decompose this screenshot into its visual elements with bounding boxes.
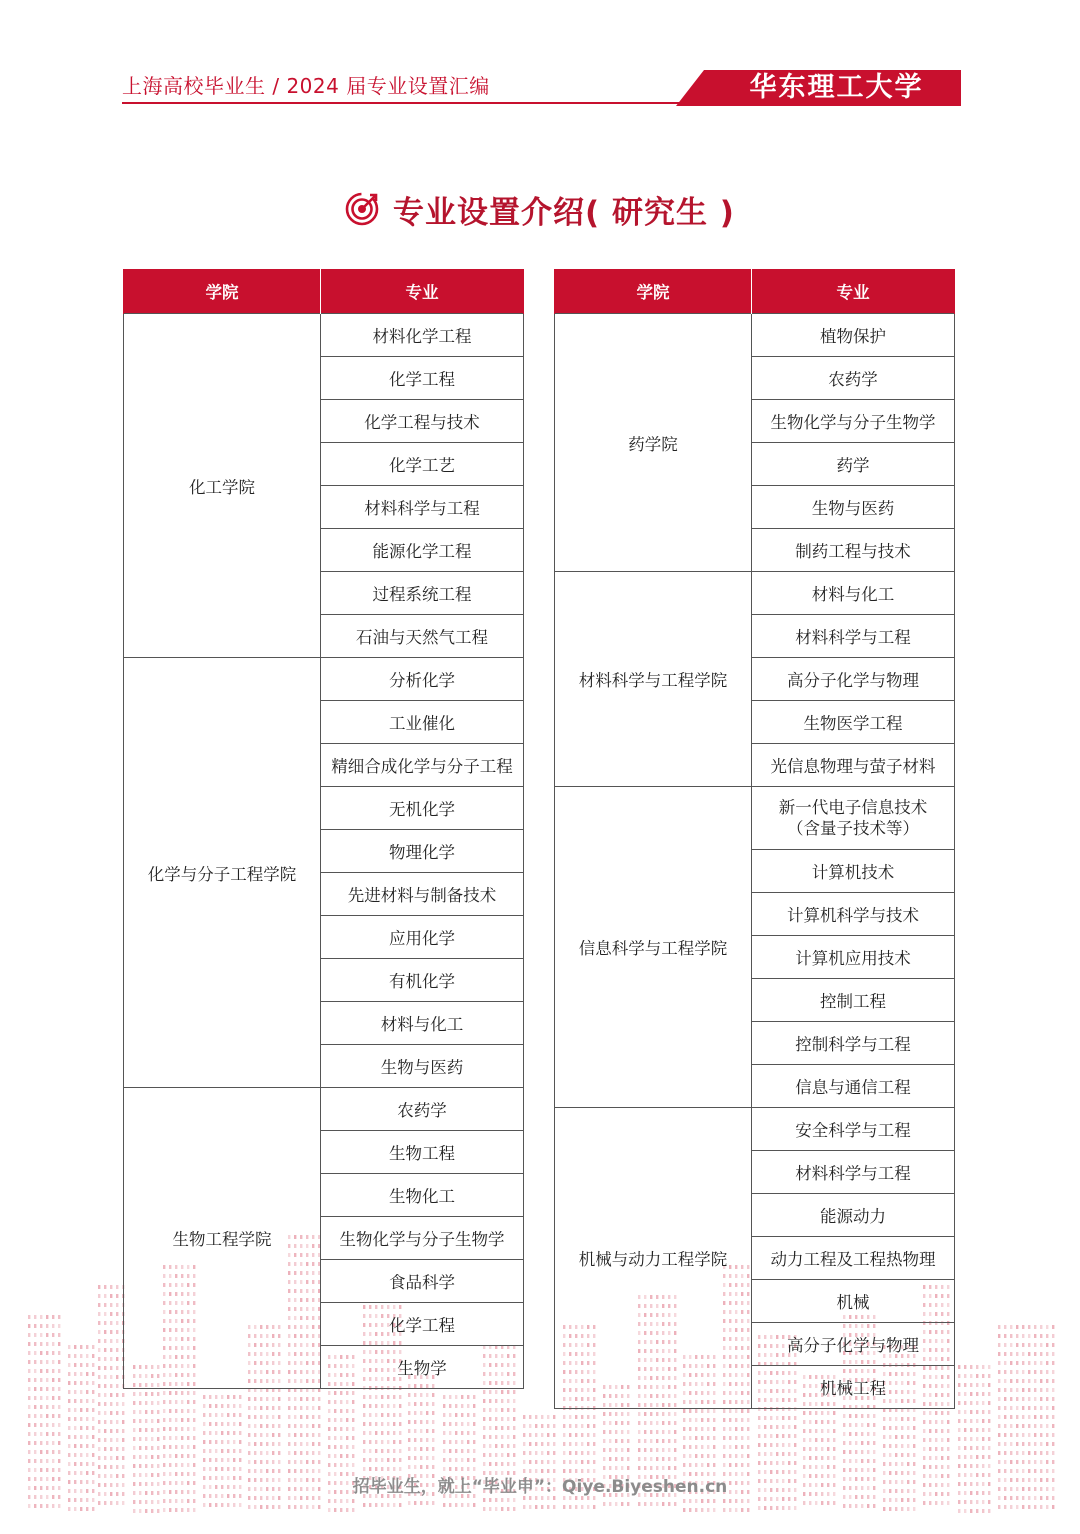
major-cell: 物理化学 bbox=[321, 830, 524, 873]
major-cell: 生物化学与分子生物学 bbox=[752, 400, 955, 443]
major-cell: 生物医学工程 bbox=[752, 701, 955, 744]
major-cell: 化学工艺 bbox=[321, 443, 524, 486]
major-cell: 光信息物理与萤子材料 bbox=[752, 744, 955, 787]
major-cell: 生物学 bbox=[321, 1346, 524, 1389]
page-title: 专业设置介绍( 研究生 ) bbox=[393, 194, 735, 231]
major-cell: 先进材料与制备技术 bbox=[321, 873, 524, 916]
major-cell: 机械 bbox=[752, 1280, 955, 1323]
major-cell: 制药工程与技术 bbox=[752, 529, 955, 572]
major-cell: 计算机应用技术 bbox=[752, 936, 955, 979]
header-publication-title: 上海高校毕业生 / 2024 届专业设置汇编 bbox=[122, 74, 490, 98]
section-title bbox=[0, 186, 1080, 232]
table-row bbox=[124, 314, 524, 357]
major-cell: 高分子化学与物理 bbox=[752, 1323, 955, 1366]
college-cell: 材料科学与工程学院 bbox=[555, 572, 752, 787]
major-cell: 材料与化工 bbox=[321, 1002, 524, 1045]
table-row bbox=[124, 658, 524, 701]
table-row bbox=[555, 1108, 955, 1151]
major-cell: 控制工程 bbox=[752, 979, 955, 1022]
major-cell: 精细合成化学与分子工程 bbox=[321, 744, 524, 787]
target-icon bbox=[345, 192, 379, 226]
major-cell: 无机化学 bbox=[321, 787, 524, 830]
major-cell: 化学工程 bbox=[321, 1303, 524, 1346]
column-header-major: 专业 bbox=[752, 269, 955, 314]
major-cell: 材料科学与工程 bbox=[321, 486, 524, 529]
major-cell: 药学 bbox=[752, 443, 955, 486]
major-cell: 过程系统工程 bbox=[321, 572, 524, 615]
major-cell: 化学工程与技术 bbox=[321, 400, 524, 443]
right-majors-table bbox=[554, 269, 955, 1409]
major-cell: 石油与天然气工程 bbox=[321, 615, 524, 658]
major-cell: 能源化学工程 bbox=[321, 529, 524, 572]
major-cell: 植物保护 bbox=[752, 314, 955, 357]
major-cell: 应用化学 bbox=[321, 916, 524, 959]
major-cell: 生物化学与分子生物学 bbox=[321, 1217, 524, 1260]
major-cell: 生物与医药 bbox=[321, 1045, 524, 1088]
major-cell: 动力工程及工程热物理 bbox=[752, 1237, 955, 1280]
major-cell: 分析化学 bbox=[321, 658, 524, 701]
major-cell: 控制科学与工程 bbox=[752, 1022, 955, 1065]
major-cell: 有机化学 bbox=[321, 959, 524, 1002]
college-cell: 化工学院 bbox=[124, 314, 321, 658]
major-cell: 工业催化 bbox=[321, 701, 524, 744]
table-header-row bbox=[555, 269, 955, 314]
table-row bbox=[555, 314, 955, 357]
major-cell: 能源动力 bbox=[752, 1194, 955, 1237]
table-row bbox=[555, 787, 955, 850]
table-header-row bbox=[124, 269, 524, 314]
college-cell: 信息科学与工程学院 bbox=[555, 787, 752, 1108]
major-cell: 安全科学与工程 bbox=[752, 1108, 955, 1151]
major-cell: 材料与化工 bbox=[752, 572, 955, 615]
major-cell: 材料科学与工程 bbox=[752, 615, 955, 658]
table-row bbox=[124, 1088, 524, 1131]
major-cell: 高分子化学与物理 bbox=[752, 658, 955, 701]
major-cell: 生物化工 bbox=[321, 1174, 524, 1217]
major-cell: 生物与医药 bbox=[752, 486, 955, 529]
footer-recruitment-link: 招毕业生，就上“毕业申”：Qiye.Biyeshen.cn bbox=[352, 1477, 728, 1497]
major-cell: 生物工程 bbox=[321, 1131, 524, 1174]
university-name: 华东理工大学 bbox=[749, 72, 924, 103]
major-cell: 计算机科学与技术 bbox=[752, 893, 955, 936]
college-cell: 药学院 bbox=[555, 314, 752, 572]
major-cell: 新一代电子信息技术 （含量子技术等） bbox=[752, 787, 955, 850]
column-header-college: 学院 bbox=[555, 269, 752, 314]
table-row bbox=[555, 572, 955, 615]
college-cell: 机械与动力工程学院 bbox=[555, 1108, 752, 1409]
major-cell: 材料科学与工程 bbox=[752, 1151, 955, 1194]
major-cell: 食品科学 bbox=[321, 1260, 524, 1303]
major-cell: 农药学 bbox=[321, 1088, 524, 1131]
major-cell: 计算机技术 bbox=[752, 850, 955, 893]
major-cell: 机械工程 bbox=[752, 1366, 955, 1409]
column-header-major: 专业 bbox=[321, 269, 524, 314]
major-cell: 化学工程 bbox=[321, 357, 524, 400]
column-header-college: 学院 bbox=[124, 269, 321, 314]
major-cell: 农药学 bbox=[752, 357, 955, 400]
major-cell: 材料化学工程 bbox=[321, 314, 524, 357]
college-cell: 生物工程学院 bbox=[124, 1088, 321, 1389]
left-majors-table bbox=[123, 269, 524, 1389]
college-cell: 化学与分子工程学院 bbox=[124, 658, 321, 1088]
major-cell: 信息与通信工程 bbox=[752, 1065, 955, 1108]
